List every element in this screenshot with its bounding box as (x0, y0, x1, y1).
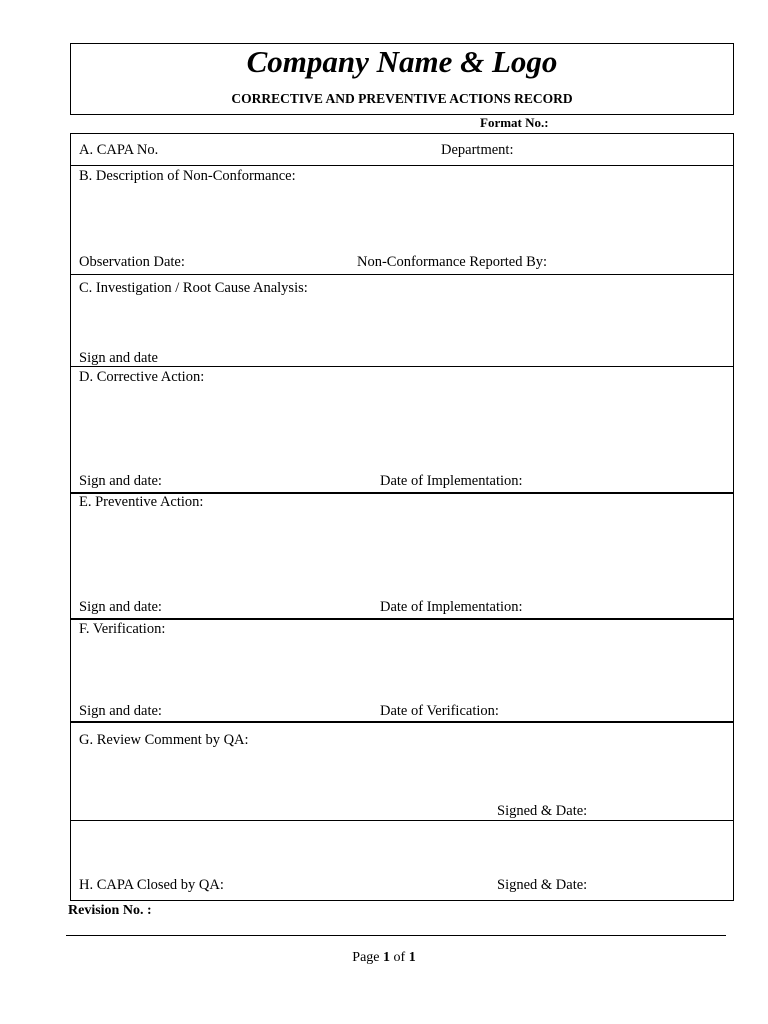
department-label: Department: (441, 142, 514, 158)
corrective-implementation-date-label: Date of Implementation: (380, 473, 523, 489)
qa-review-signed-label: Signed & Date: (497, 803, 588, 819)
verification-sign-label: Sign and date: (79, 703, 162, 719)
page-number (0, 951, 768, 965)
observation-date-label: Observation Date: (79, 254, 185, 270)
preventive-sign-label: Sign and date: (79, 599, 162, 615)
capa-no-label: A. CAPA No. (79, 142, 159, 158)
verification-label: F. Verification: (79, 621, 166, 637)
divider-a (70, 165, 734, 166)
company-name-logo: Company Name & Logo (246, 44, 558, 79)
reported-by-label: Non-Conformance Reported By: (357, 254, 548, 270)
record-title: CORRECTIVE AND PREVENTIVE ACTIONS RECORD (231, 91, 573, 106)
preventive-implementation-date-label: Date of Implementation: (380, 599, 523, 615)
root-cause-sign-label: Sign and date (79, 350, 158, 366)
page-total: 1 (408, 950, 416, 965)
divider-e (70, 618, 734, 620)
form-box (70, 133, 734, 901)
capa-closed-label: H. CAPA Closed by QA: (79, 877, 224, 893)
corrective-sign-label: Sign and date: (79, 473, 162, 489)
revision-no-label: Revision No. : (68, 903, 152, 918)
divider-c (70, 366, 734, 367)
qa-review-comment-label: G. Review Comment by QA: (79, 732, 249, 748)
nonconformance-description-label: B. Description of Non-Conformance: (79, 168, 296, 184)
page-prefix: Page (352, 950, 380, 965)
divider-f (70, 721, 734, 723)
format-no-label: Format No.: (480, 115, 549, 130)
corrective-action-label: D. Corrective Action: (79, 369, 205, 385)
divider-g (70, 820, 734, 821)
page-current: 1 (383, 950, 391, 965)
preventive-action-label: E. Preventive Action: (79, 494, 204, 510)
footer-rule (66, 935, 726, 936)
verification-date-label: Date of Verification: (380, 703, 499, 719)
page-of: of (393, 950, 406, 965)
divider-b (70, 274, 734, 275)
root-cause-label: C. Investigation / Root Cause Analysis: (79, 280, 308, 296)
capa-closed-signed-label: Signed & Date: (497, 877, 588, 893)
